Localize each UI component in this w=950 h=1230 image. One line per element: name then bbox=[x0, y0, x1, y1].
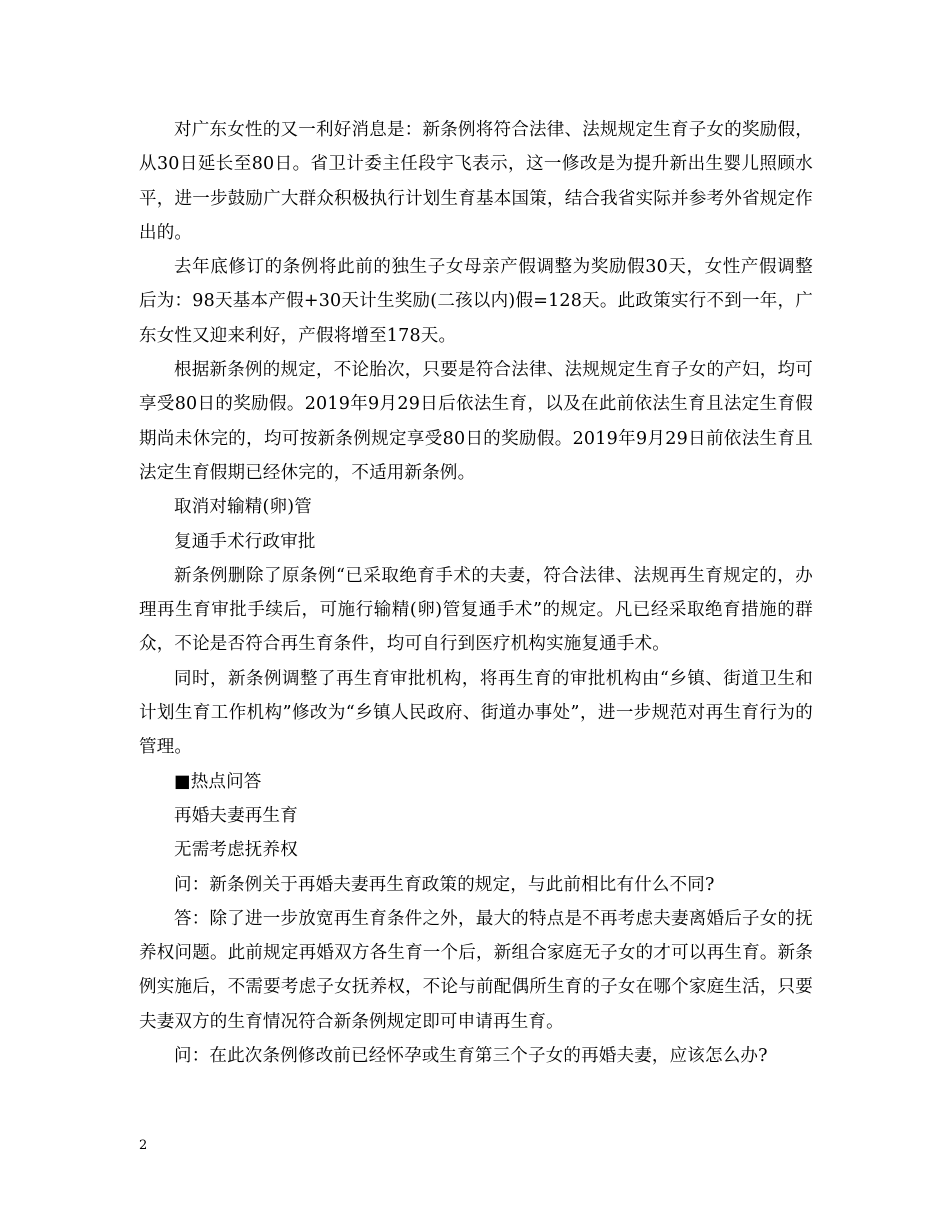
section-heading-line: 复通手术行政审批 bbox=[174, 531, 316, 552]
answer-paragraph: 答：除了进一步放宽再生育条件之外，最大的特点是不再考虑夫妻离婚后子女的抚养权问题。此前规定再婚双方各生育一个后，新组合家庭无子女的才可以再生育。新条例实施后，不需要考虑子女抚养权，不论与前配偶所生育的子女在哪个家庭生活，只要夫妻双方的生育情况符合新条例规定即可申请再生育。 bbox=[139, 908, 813, 1032]
section-heading-line: 取消对输精(卵)管 bbox=[174, 497, 312, 518]
paragraph: 对广东女性的又一利好消息是：新条例将符合法律、法规规定生育子女的奖励假，从30日延长至80日。省卫计委主任段宇飞表示，这一修改是为提升新出生婴儿照顾水平，进一步鼓励广大群众积极执行计划生育基本国策，结合我省实际并参考外省规定作出的。 bbox=[139, 120, 813, 243]
section-marker: ■热点问答 bbox=[174, 771, 262, 792]
paragraph: 新条例删除了原条例“已采取绝育手术的夫妻，符合法律、法规再生育规定的，办理再生育审批手续后，可施行输精(卵)管复通手术”的规定。凡已经采取绝育措施的群众，不论是否符合再生育条件，均可自行到医疗机构实施复通手术。 bbox=[139, 565, 813, 655]
paragraph: 根据新条例的规定，不论胎次，只要是符合法律、法规规定生育子女的产妇，均可享受80日的奖励假。2019年9月29日后依法生育，以及在此前依法生育且法定生育假期尚未休完的，均可按新条例规定享受80日的奖励假。2019年9月29日前依法生育且法定生育假期已经休完的，不适用新条例。 bbox=[139, 360, 813, 483]
section-heading-line: 再婚夫妻再生育 bbox=[174, 805, 298, 826]
paragraph: 去年底修订的条例将此前的独生子女母亲产假调整为奖励假30天，女性产假调整后为：98天基本产假+30天计生奖励(二孩以内)假=128天。此政策实行不到一年，广东女性又迎来利好，产假将增至178天。 bbox=[139, 257, 813, 346]
paragraph: 同时，新条例调整了再生育审批机构，将再生育的审批机构由“乡镇、街道卫生和计划生育工作机构”修改为“乡镇人民政府、街道办事处”，进一步规范对再生育行为的管理。 bbox=[139, 668, 813, 758]
section-heading-line: 无需考虑抚养权 bbox=[174, 840, 298, 861]
page-number: 2 bbox=[139, 1138, 148, 1153]
question-paragraph: 问：新条例关于再婚夫妻再生育政策的规定，与此前相比有什么不同? bbox=[174, 874, 715, 895]
document-body bbox=[139, 113, 813, 1073]
question-paragraph: 问：在此次条例修改前已经怀孕或生育第三个子女的再婚夫妻，应该怎么办? bbox=[174, 1046, 768, 1067]
